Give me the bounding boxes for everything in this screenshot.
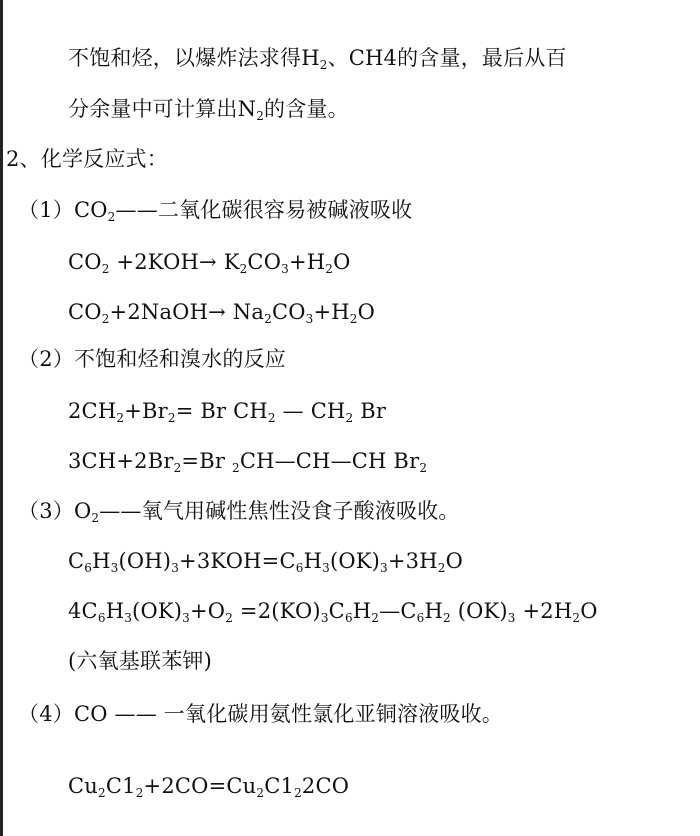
paragraph-line-2 bbox=[68, 95, 349, 123]
equation-co-absorption bbox=[68, 772, 349, 800]
subscript: 3 bbox=[171, 561, 180, 575]
subscript: 2 bbox=[101, 312, 110, 326]
equation-co2-koh bbox=[68, 248, 351, 276]
subscript: 2 bbox=[135, 786, 144, 800]
subscript: 2 bbox=[267, 411, 276, 425]
item-number: （2） bbox=[18, 347, 74, 371]
subscript: 2 bbox=[319, 58, 328, 72]
subscript: 2 bbox=[231, 461, 240, 475]
subscript: 2 bbox=[98, 786, 106, 800]
text-run: (六氧基联苯钾) bbox=[68, 649, 212, 673]
subscript: 6 bbox=[416, 611, 425, 625]
subscript: 2 bbox=[101, 262, 110, 276]
formula-part: +2H bbox=[515, 599, 573, 623]
subscript: 2 bbox=[167, 411, 176, 425]
formula-part: Br bbox=[353, 399, 387, 423]
item-4-heading bbox=[18, 700, 503, 728]
formula-part: C bbox=[328, 599, 345, 623]
formula-part: =Br bbox=[181, 449, 232, 473]
text-run: ——二氧化碳很容易被碱液吸收 bbox=[115, 198, 413, 222]
subscript: 2 bbox=[442, 611, 451, 625]
subscript: 2 bbox=[349, 312, 358, 326]
formula-part: +H bbox=[313, 300, 350, 324]
subscript: 3 bbox=[124, 611, 133, 625]
subscript: 2 bbox=[116, 411, 125, 425]
subscript: 2 bbox=[572, 611, 581, 625]
text-run: 分余量中可计算出N bbox=[68, 97, 257, 121]
subscript: 2 bbox=[256, 786, 265, 800]
item-3-heading bbox=[18, 497, 460, 525]
subscript: 2 bbox=[239, 262, 248, 276]
subscript: 3 bbox=[281, 262, 289, 276]
formula-part: H bbox=[303, 549, 323, 573]
formula-part: H bbox=[92, 549, 111, 573]
subscript: 3 bbox=[305, 312, 314, 326]
formula-part: —C bbox=[379, 599, 417, 623]
text-run: O bbox=[73, 499, 92, 523]
subscript: 2 bbox=[256, 109, 265, 123]
paragraph-line-1 bbox=[68, 44, 567, 72]
formula-part: CO bbox=[68, 250, 102, 274]
item-number: （4） bbox=[18, 702, 74, 726]
subscript: 6 bbox=[84, 561, 93, 575]
formula-part: C1 bbox=[105, 774, 136, 798]
formula-part: CO bbox=[68, 300, 102, 324]
formula-part: (OK) bbox=[132, 599, 183, 623]
formula-part: C bbox=[68, 549, 85, 573]
subscript: 2 bbox=[173, 461, 182, 475]
formula-part: 3CH+2Br bbox=[68, 449, 174, 473]
equation-pyrogallol-koh bbox=[68, 547, 463, 575]
formula-part: H bbox=[105, 599, 125, 623]
section-heading bbox=[6, 145, 168, 173]
formula-part: O bbox=[357, 300, 376, 324]
formula-part: (OK) bbox=[450, 599, 508, 623]
equation-oxygen-absorption bbox=[68, 597, 598, 625]
product-note bbox=[68, 647, 212, 675]
text-run: ——氧气用碱性焦性没食子酸液吸收。 bbox=[99, 499, 460, 523]
formula-part: +3KOH=C bbox=[179, 549, 296, 573]
formula-part: O bbox=[445, 549, 464, 573]
item-2-heading bbox=[18, 345, 286, 373]
subscript: 6 bbox=[97, 611, 106, 625]
text-run: 不饱和烃和溴水的反应 bbox=[73, 347, 286, 371]
formula-part: (OH) bbox=[118, 549, 172, 573]
heading-text: 2、化学反应式： bbox=[6, 147, 168, 171]
formula-part: +2KOH→ K bbox=[109, 250, 240, 274]
formula-part: C1 bbox=[264, 774, 295, 798]
formula-part: 4C bbox=[68, 599, 98, 623]
subscript: 6 bbox=[295, 561, 304, 575]
text-run: 、CH4的含量，最后从百 bbox=[327, 46, 567, 70]
subscript: 2 bbox=[325, 262, 334, 276]
formula-part: +H bbox=[288, 250, 326, 274]
subscript: 3 bbox=[507, 611, 516, 625]
item-1-heading bbox=[18, 196, 412, 224]
equation-bromine-1 bbox=[68, 397, 386, 425]
text-run: CO —— 一氧化碳用氨性氯化亚铜溶液吸收。 bbox=[73, 702, 504, 726]
subscript: 3 bbox=[380, 561, 388, 575]
formula-part: +2NaOH→ Na bbox=[109, 300, 265, 324]
subscript: 2 bbox=[345, 411, 354, 425]
item-number: （3） bbox=[18, 499, 74, 523]
formula-part: CO bbox=[271, 300, 306, 324]
text-run: 不饱和烃，以爆炸法求得H bbox=[68, 46, 320, 70]
formula-part: 2CH bbox=[68, 399, 117, 423]
formula-part: CO bbox=[247, 250, 282, 274]
subscript: 2 bbox=[91, 511, 100, 525]
formula-part: +2CO=Cu bbox=[143, 774, 257, 798]
equation-co2-naoh bbox=[68, 298, 375, 326]
formula-part: = Br CH bbox=[175, 399, 268, 423]
subscript: 2 bbox=[225, 611, 234, 625]
formula-part: +O bbox=[189, 599, 226, 623]
subscript: 3 bbox=[110, 561, 119, 575]
formula-part: =2(KO) bbox=[233, 599, 321, 623]
text-run: CO bbox=[73, 198, 108, 222]
subscript: 3 bbox=[182, 611, 190, 625]
subscript: 2 bbox=[437, 561, 446, 575]
formula-part: O bbox=[580, 599, 598, 623]
formula-part: Cu bbox=[68, 774, 98, 798]
formula-part: H bbox=[424, 599, 443, 623]
formula-part: — CH bbox=[275, 399, 346, 423]
subscript: 6 bbox=[344, 611, 353, 625]
formula-part: O bbox=[333, 250, 351, 274]
formula-part: +3H bbox=[387, 549, 438, 573]
formula-part: CH—CH—CH Br bbox=[239, 449, 420, 473]
subscript: 2 bbox=[294, 786, 302, 800]
formula-part: H bbox=[352, 599, 372, 623]
subscript: 2 bbox=[371, 611, 380, 625]
subscript: 3 bbox=[320, 611, 329, 625]
subscript: 2 bbox=[264, 312, 272, 326]
subscript: 2 bbox=[107, 210, 116, 224]
subscript: 2 bbox=[419, 461, 428, 475]
equation-bromine-2 bbox=[68, 447, 427, 475]
formula-part: +Br bbox=[124, 399, 168, 423]
subscript: 3 bbox=[322, 561, 330, 575]
text-run: 的含量。 bbox=[264, 97, 349, 121]
formula-part: 2CO bbox=[301, 774, 350, 798]
formula-part: (OK) bbox=[329, 549, 381, 573]
item-number: （1） bbox=[18, 198, 74, 222]
